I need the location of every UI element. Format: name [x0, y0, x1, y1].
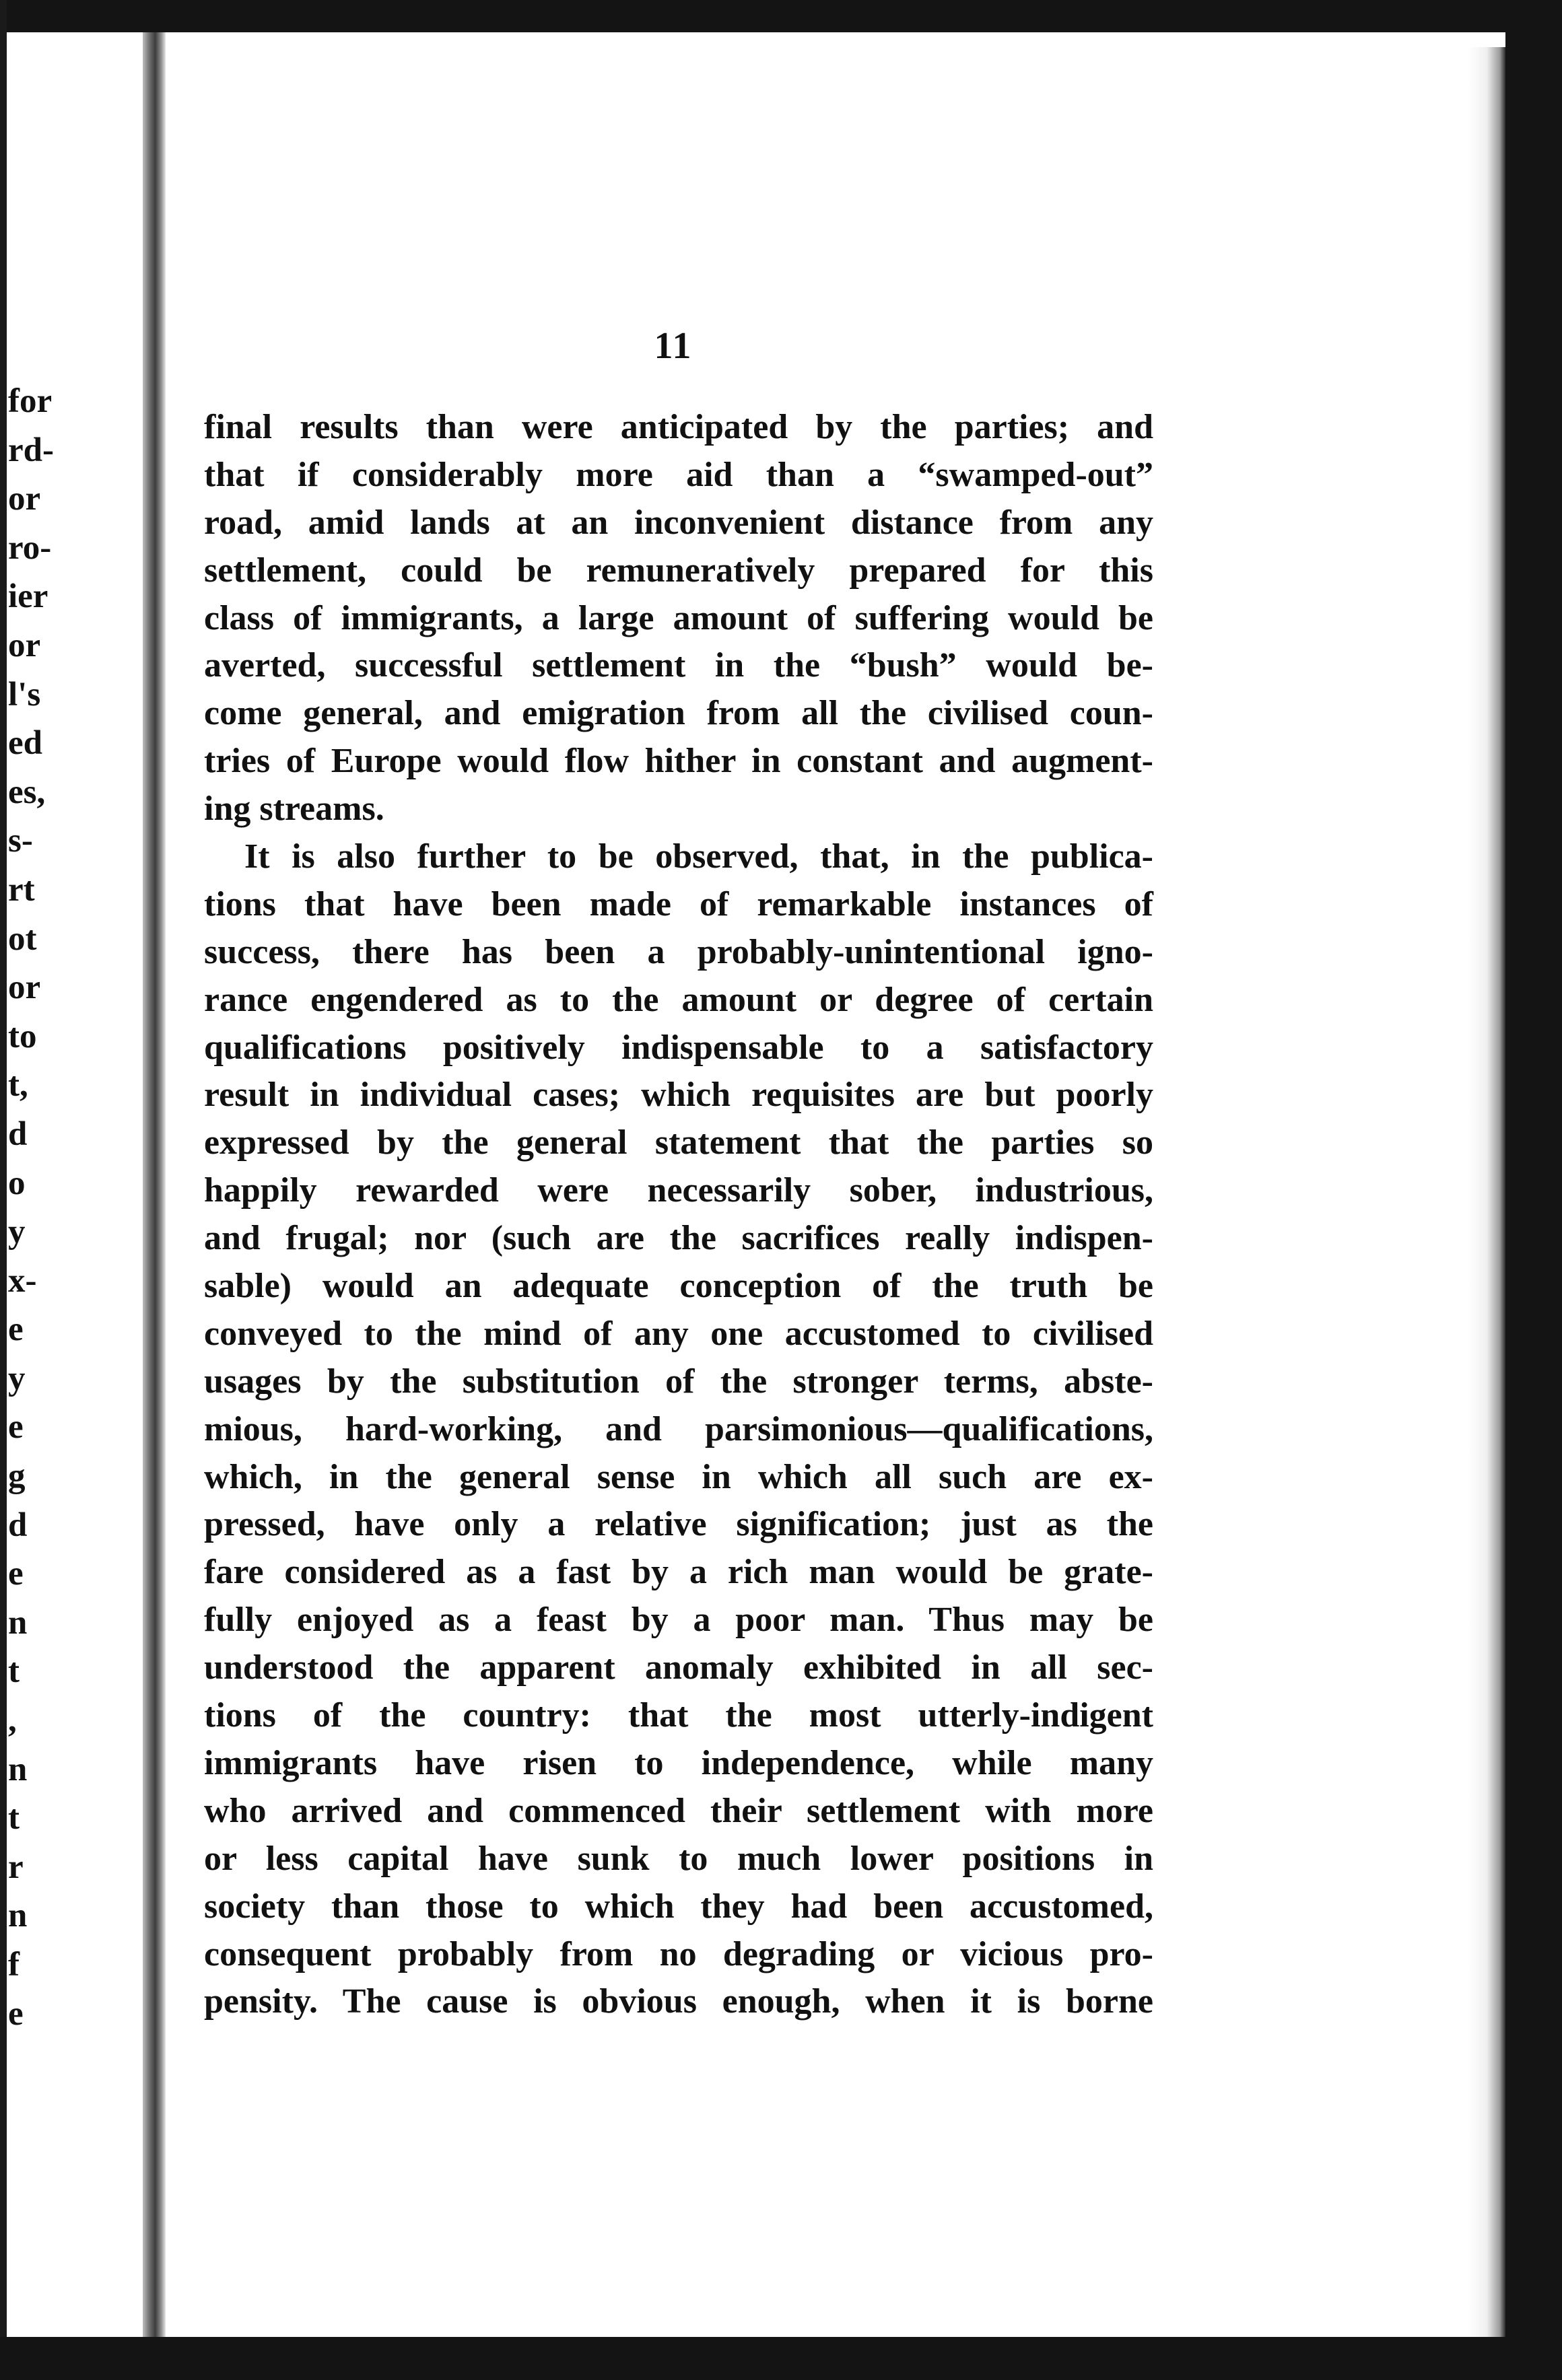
- facing-page-line: r: [8, 1848, 24, 1886]
- facing-page-line: y: [8, 1359, 26, 1397]
- facing-page-line: t: [8, 1799, 20, 1838]
- text-line: which, in the general sense in which all such are ex-: [204, 1457, 1153, 1496]
- facing-page-line: or: [8, 626, 41, 664]
- facing-page-line: e: [8, 1994, 24, 2033]
- facing-page-line: ot: [8, 919, 37, 958]
- facing-page-line: s-: [8, 822, 33, 860]
- text-line: who arrived and commenced their settlement with more: [204, 1791, 1153, 1830]
- text-line: or less capital have sunk to much lower positions in: [204, 1839, 1153, 1878]
- text-line: settlement, could be remuneratively prepared for this: [204, 551, 1153, 590]
- text-line: final results than were anticipated by the parties; and: [204, 408, 1153, 446]
- text-line: immigrants have risen to independence, while many: [204, 1743, 1153, 1782]
- text-line: sable) would an adequate conception of the truth be: [204, 1267, 1153, 1306]
- facing-page-line: n: [8, 1603, 28, 1642]
- scan-border-right: [1505, 0, 1562, 2380]
- facing-page-line: ier: [8, 578, 48, 616]
- text-line: averted, successful settlement in the “bush” would be-: [204, 646, 1153, 685]
- text-line: consequent probably from no degrading or vicious pro-: [204, 1934, 1153, 1973]
- text-line: society than those to which they had been accustomed,: [204, 1887, 1153, 1926]
- text-line: and frugal; nor (such are the sacrifices really indispen-: [204, 1219, 1153, 1258]
- text-line: tions that have been made of remarkable instances of: [204, 884, 1153, 923]
- text-line: happily rewarded were necessarily sober, industrious,: [204, 1171, 1153, 1210]
- facing-page-line: g: [8, 1457, 26, 1496]
- facing-page-line: rd-: [8, 431, 54, 469]
- facing-page-line: or: [8, 480, 41, 518]
- scan-border-left: [0, 0, 7, 2380]
- facing-page-line: for: [8, 382, 53, 420]
- text-line: qualifications positively indispensable to a satisfactory: [204, 1028, 1153, 1067]
- facing-page-text: [8, 377, 73, 2038]
- facing-page-line: x-: [8, 1261, 37, 1300]
- facing-page-line: d: [8, 1506, 28, 1544]
- text-line: fully enjoyed as a feast by a poor man. Thus may be: [204, 1601, 1153, 1640]
- facing-page-line: ro-: [8, 528, 52, 567]
- book-gutter: [143, 32, 166, 2337]
- text-line: pensity. The cause is obvious enough, when it is borne: [204, 1982, 1153, 2021]
- text-line: rance engendered as to the amount or degree of certain: [204, 980, 1153, 1019]
- text-line: pressed, have only a relative signification; just as the: [204, 1505, 1153, 1544]
- text-line: expressed by the general statement that the parties so: [204, 1123, 1153, 1162]
- facing-page-line: d: [8, 1115, 28, 1153]
- text-line: ing streams.: [204, 790, 384, 829]
- facing-page-line: o: [8, 1164, 26, 1202]
- text-line: It is also further to be observed, that, in the publica-: [244, 837, 1153, 876]
- paragraph: [204, 833, 1153, 2026]
- facing-page-line: es,: [8, 773, 46, 811]
- text-line: conveyed to the mind of any one accustomed to civilised: [204, 1314, 1153, 1353]
- text-line: road, amid lands at an inconvenient distance from any: [204, 503, 1153, 542]
- text-line: that if considerably more aid than a “swamped-out”: [204, 455, 1153, 494]
- facing-page-line: ,: [8, 1702, 17, 1740]
- scan-border-top: [0, 0, 1562, 32]
- text-line: class of immigrants, a large amount of suffering would be: [204, 598, 1153, 637]
- text-line: tions of the country: that the most utterly-indigent: [204, 1696, 1153, 1735]
- text-line: success, there has been a probably-unintentional igno-: [204, 932, 1153, 971]
- facing-page-line: e: [8, 1310, 24, 1349]
- page-edge-shadow: [1468, 47, 1505, 2337]
- facing-page-line: e: [8, 1408, 24, 1446]
- scan-border-bottom: [0, 2337, 1562, 2380]
- facing-page-line: or: [8, 969, 41, 1007]
- text-line: usages by the substitution of the stronger terms, abste-: [204, 1362, 1153, 1401]
- text-line: tries of Europe would flow hither in constant and augment-: [204, 742, 1153, 781]
- page-number: 11: [654, 325, 693, 367]
- facing-page-line: t,: [8, 1066, 28, 1105]
- text-line: mious, hard-working, and parsimonious—qualifications,: [204, 1409, 1153, 1448]
- facing-page-line: ed: [8, 724, 42, 763]
- facing-page-line: e: [8, 1555, 24, 1593]
- body-text: [204, 404, 1153, 2026]
- facing-page-line: n: [8, 1897, 28, 1935]
- facing-page-line: l's: [8, 675, 41, 713]
- facing-page-line: f: [8, 1946, 20, 1984]
- facing-page-line: y: [8, 1213, 26, 1251]
- text-line: come general, and emigration from all the civilised coun-: [204, 694, 1153, 733]
- text-line: result in individual cases; which requisites are but poorly: [204, 1076, 1153, 1115]
- facing-page-line: rt: [8, 870, 35, 909]
- text-line: fare considered as a fast by a rich man would be grate-: [204, 1553, 1153, 1592]
- facing-page-line: to: [8, 1017, 37, 1055]
- facing-page-line: n: [8, 1750, 28, 1788]
- paragraph-continued: [204, 404, 1153, 833]
- facing-page-line: t: [8, 1652, 20, 1691]
- text-line: understood the apparent anomaly exhibited in all sec-: [204, 1648, 1153, 1687]
